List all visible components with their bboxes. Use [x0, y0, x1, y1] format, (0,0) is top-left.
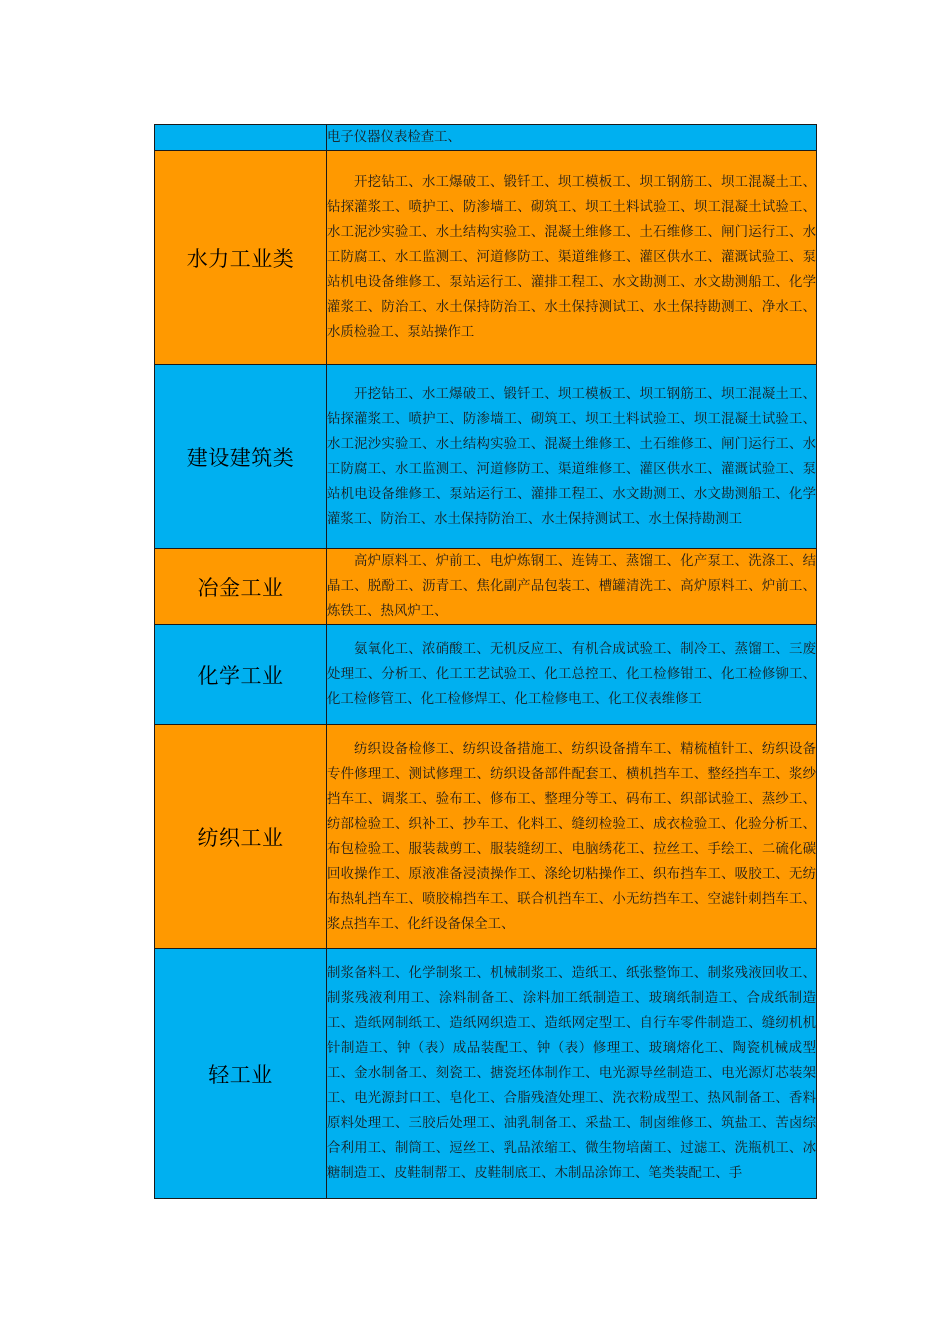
- table-row: [155, 125, 817, 151]
- job-category-table: [154, 124, 817, 1199]
- table-row: [155, 625, 817, 725]
- table-row: [155, 365, 817, 549]
- category-cell: 化学工业: [155, 625, 327, 725]
- category-cell: 轻工业: [155, 949, 327, 1199]
- job-list-cell: 开挖钻工、水工爆破工、锻钎工、坝工模板工、坝工钢筋工、坝工混凝土工、钻探灌浆工、喷护工、防渗墙工、砌筑工、坝工土料试验工、坝工混凝土试验工、水工泥沙实验工、水土结构实验工、混凝土维修工、土石维修工、闸门运行工、水工防腐工、水工监测工、河道修防工、渠道维修工、灌区供水工、灌溉试验工、泵站机电设备维修工、泵站运行工、灌排工程工、水文勘测工、水文勘测船工、化学灌浆工、防治工、水土保持防治工、水土保持测试工、水土保持勘测工: [327, 365, 817, 549]
- category-cell: 纺织工业: [155, 725, 327, 949]
- job-list-cell: 电子仪器仪表检查工、: [327, 125, 817, 151]
- job-list-cell: 高炉原料工、炉前工、电炉炼钢工、连铸工、蒸馏工、化产泵工、洗涤工、结晶工、脱酚工、沥青工、焦化副产品包装工、槽罐清洗工、高炉原料工、炉前工、炼铁工、热风炉工、: [327, 549, 817, 625]
- job-list-cell: 制浆备料工、化学制浆工、机械制浆工、造纸工、纸张整饰工、制浆残液回收工、制浆残液利用工、涂料制备工、涂料加工纸制造工、玻璃纸制造工、合成纸制造工、造纸网制纸工、造纸网织造工、造纸网定型工、自行车零件制造工、缝纫机机针制造工、钟（表）成品装配工、钟（表）修理工、玻璃熔化工、陶瓷机械成型工、金水制备工、刻瓷工、搪瓷坯体制作工、电光源导丝制造工、电光源灯芯装架工、电光源封口工、皂化工、合脂残渣处理工、洗衣粉成型工、热风制备工、香料原料处理工、三胶后处理工、油乳制备工、采盐工、制卤维修工、筑盐工、苦卤综合利用工、制筒工、逗丝工、乳品浓缩工、微生物培菌工、过滤工、洗瓶机工、冰糖制造工、皮鞋制帮工、皮鞋制底工、木制品涂饰工、笔类装配工、手: [327, 949, 817, 1199]
- job-list-cell: 氨氧化工、浓硝酸工、无机反应工、有机合成试验工、制冷工、蒸馏工、三废处理工、分析工、化工工艺试验工、化工总控工、化工检修钳工、化工检修铆工、化工检修管工、化工检修焊工、化工检修电工、化工仪表维修工: [327, 625, 817, 725]
- job-list-cell: 纺织设备检修工、纺织设备措施工、纺织设备揹车工、精梳植针工、纺织设备专件修理工、测试修理工、纺织设备部件配套工、横机挡车工、整经挡车工、浆纱挡车工、调浆工、验布工、修布工、整理分等工、码布工、织部试验工、蒸纱工、纺部检验工、织补工、抄车工、化料工、缝纫检验工、成衣检验工、化验分析工、布包检验工、服装裁剪工、服装缝纫工、电脑绣花工、拉丝工、手绘工、二硫化碳回收操作工、原液准备浸渍操作工、涤纶切粘操作工、织布挡车工、吸胶工、无纺布热轧挡车工、喷胶棉挡车工、联合机挡车工、小无纺挡车工、空滤针刺挡车工、浆点挡车工、化纤设备保全工、: [327, 725, 817, 949]
- table-row: [155, 949, 817, 1199]
- category-cell: 水力工业类: [155, 151, 327, 365]
- table-row: [155, 151, 817, 365]
- table-row: [155, 549, 817, 625]
- table-row: [155, 725, 817, 949]
- category-cell: [155, 125, 327, 151]
- category-cell: 建设建筑类: [155, 365, 327, 549]
- category-cell: 冶金工业: [155, 549, 327, 625]
- job-list-cell: 开挖钻工、水工爆破工、锻钎工、坝工模板工、坝工钢筋工、坝工混凝土工、钻探灌浆工、喷护工、防渗墙工、砌筑工、坝工土料试验工、坝工混凝土试验工、水工泥沙实验工、水土结构实验工、混凝土维修工、土石维修工、闸门运行工、水工防腐工、水工监测工、河道修防工、渠道维修工、灌区供水工、灌溉试验工、泵站机电设备维修工、泵站运行工、灌排工程工、水文勘测工、水文勘测船工、化学灌浆工、防治工、水土保持防治工、水土保持测试工、水土保持勘测工、净水工、水质检验工、泵站操作工: [327, 151, 817, 365]
